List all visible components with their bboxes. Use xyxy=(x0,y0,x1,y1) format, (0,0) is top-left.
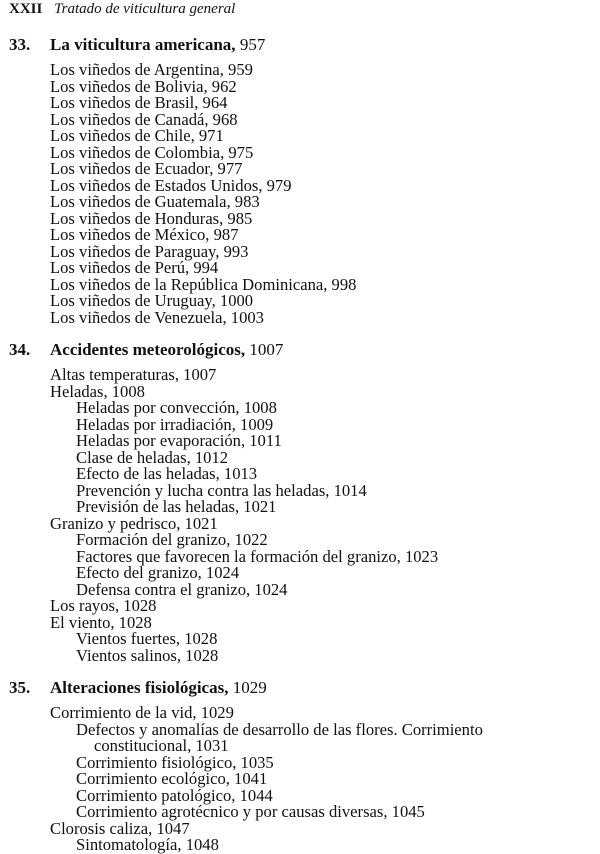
book-title: Tratado de viticultura general xyxy=(54,1,236,17)
toc-subentry: Efecto del granizo, 1024 xyxy=(76,563,240,582)
toc-subentry: Efecto de las heladas, 1013 xyxy=(76,464,258,483)
chapter-title: La viticultura americana, xyxy=(50,35,236,54)
chapter-number: 33. xyxy=(9,35,31,54)
toc-entry: Heladas, 1008 xyxy=(50,381,145,401)
chapter-number: 34. xyxy=(9,340,31,359)
toc-subentry: Heladas por convección, 1008 xyxy=(76,398,277,417)
chapter-entries xyxy=(0,62,600,326)
chapter-title: Alteraciones fisiológicas, xyxy=(50,678,229,697)
toc-subentry: Vientos fuertes, 1028 xyxy=(76,629,218,648)
toc-entry: Los viñedos de Colombia, 975 xyxy=(50,142,254,162)
toc-entry: Los viñedos de México, 987 xyxy=(50,225,239,244)
chapter-page: 1007 xyxy=(249,340,284,359)
toc-entry: Los viñedos de Canadá, 968 xyxy=(50,109,238,129)
toc-subentry: Clase de heladas, 1012 xyxy=(76,447,229,467)
chapter-title: Accidentes meteorológicos, xyxy=(50,340,246,359)
toc-entry: Granizo y pedrisco, 1021 xyxy=(50,513,218,533)
toc-subentry: Factores que favorecen la formación del granizo, 1023 xyxy=(76,546,439,566)
toc-subentry: Heladas por irradiación, 1009 xyxy=(76,414,274,434)
chapter-page: 1029 xyxy=(232,678,267,697)
toc-entry: Corrimiento de la vid, 1029 xyxy=(50,703,234,722)
toc-subentry: Sintomatología, 1048 xyxy=(76,835,219,854)
toc-subentry: Heladas por evaporación, 1011 xyxy=(76,431,282,450)
chapter-heading xyxy=(0,679,600,697)
chapter-35 xyxy=(0,679,600,854)
toc-entry: El viento, 1028 xyxy=(50,612,152,632)
toc-entry-continuation: constitucional, 1031 xyxy=(94,736,229,755)
toc-entry: Altas temperaturas, 1007 xyxy=(50,365,217,384)
toc-subentry: Corrimiento agrotécnico y por causas diversas, 1045 xyxy=(76,802,425,821)
toc-entry: Los rayos, 1028 xyxy=(50,596,157,615)
chapter-heading xyxy=(0,341,600,359)
chapter-entries xyxy=(0,705,600,854)
toc-entry: Los viñedos de la República Dominicana, 998 xyxy=(50,274,357,294)
toc-entry: Los viñedos de Paraguay, 993 xyxy=(50,241,249,261)
chapter-title-line xyxy=(50,341,283,359)
chapter-entries xyxy=(0,367,600,664)
toc-entry: Los viñedos de Ecuador, 977 xyxy=(50,159,243,178)
toc-entry: Los viñedos de Honduras, 985 xyxy=(50,208,253,228)
running-header xyxy=(9,0,235,18)
toc-entry: Los viñedos de Venezuela, 1003 xyxy=(50,307,264,327)
chapter-34 xyxy=(0,341,600,664)
toc-entry: Los viñedos de Brasil, 964 xyxy=(50,93,228,112)
chapter-page: 957 xyxy=(239,35,266,54)
chapter-33 xyxy=(0,36,600,326)
toc-subentry: Formación del granizo, 1022 xyxy=(76,530,268,549)
toc-subentry: Vientos salinos, 1028 xyxy=(76,645,219,665)
chapter-title-line xyxy=(50,36,265,54)
page-number: XXII xyxy=(9,1,43,17)
toc-subentry: Corrimiento patológico, 1044 xyxy=(76,785,273,805)
toc-entry: Los viñedos de Bolivia, 962 xyxy=(50,76,237,96)
toc-entry: Los viñedos de Estados Unidos, 979 xyxy=(50,175,292,195)
chapter-title-line xyxy=(50,679,267,697)
toc-entry: Clorosis caliza, 1047 xyxy=(50,818,190,838)
toc-subentry: Prevención y lucha contra las heladas, 1014 xyxy=(76,480,367,500)
toc-entry: Los viñedos de Perú, 994 xyxy=(50,258,219,277)
toc-entry: Los viñedos de Argentina, 959 xyxy=(50,60,253,79)
toc-subentry: Defectos y anomalías de desarrollo de las flores. Corrimiento xyxy=(76,719,483,739)
chapter-heading xyxy=(0,36,600,54)
toc-subentry: Previsión de las heladas, 1021 xyxy=(76,497,277,516)
toc-subentry: Defensa contra el granizo, 1024 xyxy=(76,579,288,599)
toc-entry: Los viñedos de Chile, 971 xyxy=(50,126,224,145)
toc-subentry: Corrimiento ecológico, 1041 xyxy=(76,769,268,788)
toc-entry: Los viñedos de Uruguay, 1000 xyxy=(50,291,254,310)
toc-subentry: Corrimiento fisiológico, 1035 xyxy=(76,752,274,772)
toc-entry: Los viñedos de Guatemala, 983 xyxy=(50,192,260,211)
chapter-number: 35. xyxy=(9,678,31,697)
